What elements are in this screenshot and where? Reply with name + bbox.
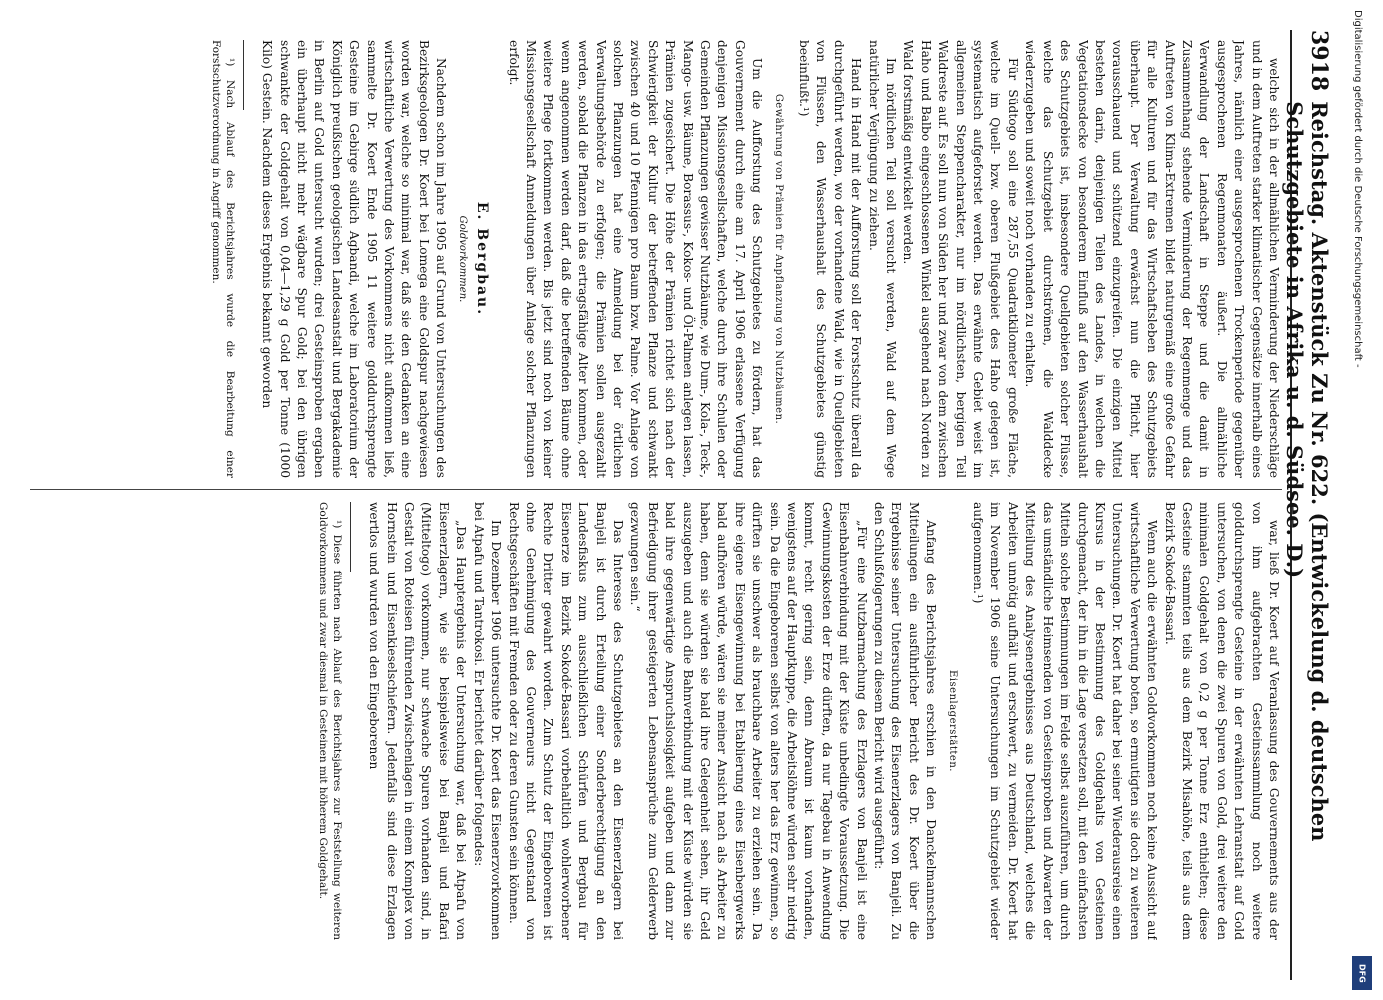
section-heading: E. Bergbau. — [474, 201, 491, 317]
funding-notice: Digitalisierung gefördert durch die Deutsche Forschungsgemeinschaft - — [1352, 10, 1363, 368]
page-number: 3918 — [1306, 30, 1332, 92]
paragraph: Im nördlichen Teil soll versucht werden, Wald auf dem Wege natürlicher Verjüngung zu ziehen. — [866, 40, 899, 478]
dfg-logo-icon: DFG — [1352, 956, 1372, 990]
page-title: Reichstag. Aktenstück Zu Nr. 622. (Entwickelung d. deutschen Schutzgebiete in Afrika u. d. Südsee. D.) — [1282, 101, 1332, 842]
paragraph: Im Dezember 1906 untersuchte Dr. Koert das Eisenerzvorkommen bei Atpafu und Tantrokosi. Er berichtet darüber folgendes: — [471, 502, 504, 940]
left-column — [22, 40, 1282, 478]
section-subheading: Goldvorkommen. — [456, 215, 468, 303]
paragraph: Wenn auch die erwähnten Goldvorkommen noch keine Aussicht auf wirtschaftliche Verwertung boten, so ermutigten sie doch zu weiteren Untersuchungen. Dr. Koert hat daher bei seiner Wiederausreise einen Kursus in der Bestimmung des Goldgehalts von Gesteinen durchgemacht, der ihn in die Lage versetzen soll, mit den einfachsten Mitteln solche Bestimmungen im Felde selbst auszuführen, um durch das umständliche Heimsenden von Gesteinsproben und Abwarten der Mitteilung des Analysenergebnisses aus Deutschland, welches die Arbeiten unnötig aufhält und erschwert, zu vermeiden. Dr. Koert hat im November 1906 seine Untersuchungen im Schutzgebiet wieder aufgenommen.¹) — [971, 502, 1160, 940]
quotation: „Das Hauptergebnis der Untersuchung war, daß bei Atpafu von Eisenerzlagern, wie sie beispielsweise bei Banjeli und Bafari (Mitteltogo) vorkommen, nur schwache Spuren vorhanden sind, in Gestalt von Roteisen führenden Zwischenlagen in einem Komplex von Hornstein und Eisenkieselschiefern. Jedenfalls sind diese Erzlagen wertlos und wurden von den Eingeborenen — [367, 502, 469, 940]
running-head — [1282, 30, 1332, 980]
paragraph: war, ließ Dr. Koert auf Veranlassung des Gouvernements aus der von ihm aufgebrachten Gesteinssammlung noch weitere golddurchsprengte Gesteine in der erwähnten Lehranstalt auf Gold untersuchen, von denen die zwei Spuren von Gold, drei weitere den minimalen Goldgehalt von 0,2 g per Tonne Erz enthielten; diese Gesteine stammten teils aus dem Bezirk Misahöhe, teils aus dem Bezirk Sokodé-Bassari. — [1162, 502, 1281, 940]
paragraph: Anfang des Berichtsjahres erschien in den Danckelmannschen Mitteilungen ein ausführlicher Bericht des Dr. Koert über die Ergebnisse seiner Untersuchung des Eisenerzlagers von Banjeli. Zu den Schlußfolgerungen zu diesem Bericht wird ausgeführt: — [872, 502, 939, 940]
paragraph: welche sich in der allmählichen Verminderung der Niederschläge und in dem Auftreten starker klimatischer Gegensätze innerhalb eines Jahres, nämlich einer ausgesprochenen Trockenperiode gegenüber ausgesprochenen Regenmonaten äußert. Die allmähliche Verwandlung der Landschaft in Steppe und die damit in Zusammenhang stehende Verminderung der Regenmenge und das Auftreten von Klima-Extremen bildet naturgemäß eine große Gefahr für alle Kulturen und für das Wirtschaftsleben des Schutzgebiets überhaupt. Der Verwaltung erwächst nun die Pflicht, hier vorausschauend und schützend einzugreifen. Die einzigen Mittel bestehen darin, denjenigen Teilen des Landes, in welchen die Vegetationsdecke von besonderem Einfluß auf den Wasserhaushalt des Schutzgebiets ist, insbesondere Quellgebieten solcher Flüsse, welche das Schutzgebiet durchströmen, die Walddecke wiederzugeben und soweit noch vorhanden zu erhalten. — [1023, 40, 1281, 478]
footnote: ¹) Diese führten nach Ablauf des Berichtsjahres zur Feststellung weiteren Goldvorkommens und zwar diesmal in Gesteinen mit höherem Goldgehalt. — [316, 502, 343, 940]
paragraph: Nachdem schon im Jahre 1905 auf Grund von Untersuchungen des Bezirksgeologen Dr. Koert bei Lomega eine Goldspur nachgewiesen worden war, welche so minimal war, daß sie den Gedanken an eine wirtschaftliche Verwertung des Vorkommens nicht aufkommen ließ, sammelte Dr. Koert Ende 1905 11 weitere golddurchsprengte Gesteine im Gebirge südlich Agbandi, welche im Laboratorium der Königlich preußischen geologischen Landesanstalt und Bergakademie in Berlin auf Gold untersucht wurden; drei Gesteinsproben ergaben ein überhaupt nicht mehr wägbare Spur Gold; bei den übrigen schwankte der Goldgehalt von 0,04—1,29 g Gold per Tonne (1000 Kilo) Gestein. Nachdem dieses Ergebnis bekannt geworden — [260, 40, 449, 478]
paragraph: Hand in Hand mit der Aufforstung soll der Forstschutz überall da durchgeführt werden, wo der vorhandene Wald, wie in Quellgebieten von Flüssen, den Wasserhaushalt des Schutzgebietes günstig beeinflußt.¹) — [797, 40, 864, 478]
subheading-premiums: Gewährung von Prämien für Anpflanzung von Nutzbäumen. — [772, 93, 784, 425]
subheading-iron: Eisenlagerstätten. — [946, 670, 958, 772]
column-divider — [30, 489, 1282, 490]
quotation: „Für eine Nutzbarmachung des Erzlagers von Banjeli ist eine Eisenbahnverbindung mit der Küste unbedingte Voraussetzung. Die Gewinnungskosten der Erze dürften, da nur Tagebau in Anwendung kommt, recht gering sein, denn Abraum ist kaum vorhanden, wenigstens auf der Hauptkuppe, die Arbeitslöhne würden sehr niedrig sein. Da die Eingeborenen selbst von alters her das Erz gewinnen, so dürften sie unschwer als brauchbare Arbeiter zu erziehen sein. Da ihre eigene Eisengewinnung bei Etablierung eines Eisenbergwerks bald aufhören würde, wären sie meiner Ansicht nach als Arbeiter zu haben, denn sie würden sie bald ihre Gelegenheit sehen, ihr Geld auszugeben und auch die Bahnverbindung mit der Küste würden sie bald ihre gegenwärtige Anspruchslosigkeit aufgeben und dann zur Befriedigung ihrer gesteigerten Lebensansprüche zum Gelderwerb gezwungen sein.“ — [628, 502, 869, 940]
paragraph: Das Interesse des Schutzgebietes an den Eisenerzlagern bei Banjeli ist durch Erteilung einer Sonderberechtigung an den Landesfiskus zum ausschließlichen Schürfen und Bergbau für Eisenerze im Bezirk Sokodé-Bassari vorbehaltlich wohlerworbener Rechte Dritter gewahrt worden. Zum Schutz der Eingeborenen ist ohne Genehmigung des Gouverneurs nicht Gegenstand von Rechtsgeschäften mit Fremden oder zu deren Gunsten sein können. — [506, 502, 625, 940]
paragraph: Für Südtogo soll eine 287,55 Quadratkilometer große Fläche, welche im Quell- bzw. oberen Flußgebiet des Haho gelegen ist, systematisch aufgeforstet werden. Das erwähnte Gebiet weist im allgemeinen Steppencharakter, nur im nördlichsten, bergigen Teil Waldreste auf. Es soll nun von Süden her und zwar von dem zwischen Haho und Balbo eingeschlossenen Winkel ausgehend nach Norden zu Wald forstmäßig entwickelt werden. — [901, 40, 1020, 478]
footnote: ¹) Nach Ablauf des Berichtsjahres wurde die Bearbeitung einer Forstschutzverordnung in Angriff genommen. — [209, 40, 236, 478]
footnote-divider — [243, 40, 244, 110]
footnote-divider — [350, 502, 351, 572]
side-strip — [1343, 0, 1383, 1000]
right-column — [22, 502, 1282, 940]
paragraph: Um die Aufforstung des Schutzgebietes zu fördern, hat das Gouvernement durch eine am 17. April 1906 erlassene Verfügung denjenigen Missionsgesellschaften, welche durch ihre Schulen oder Gemeinden Pflanzungen gewisser Nutzbäume, wie Dum-, Kola-, Teck-, Mango- usw. Bäume, Borassus-, Kokos- und Öl-Palmen anlegen lassen, Prämien zugesichert. Die Höhe der Prämien richtet sich nach der Schwierigkeit der Kultur der betreffenden Pflanze und schwankt zwischen 40 und 10 Pfennigen pro Baum bzw. Palme. Vor Anlage von solchen Pflanzungen hat eine Anmeldung bei der örtlichen Verwaltungsbehörde zu erfolgen; die Prämien sollen ausgezahlt werden, sobald die Pflanzen in das ertragsfähige Alter kommen, oder wenn angenommen werden darf, daß die betreffenden Bäume ohne weitere Pflege fortkommen werden. Bis jetzt sind noch von keiner Missionsgesellschaft Anmeldungen über Anlage solcher Pflanzungen erfolgt. — [506, 40, 765, 478]
